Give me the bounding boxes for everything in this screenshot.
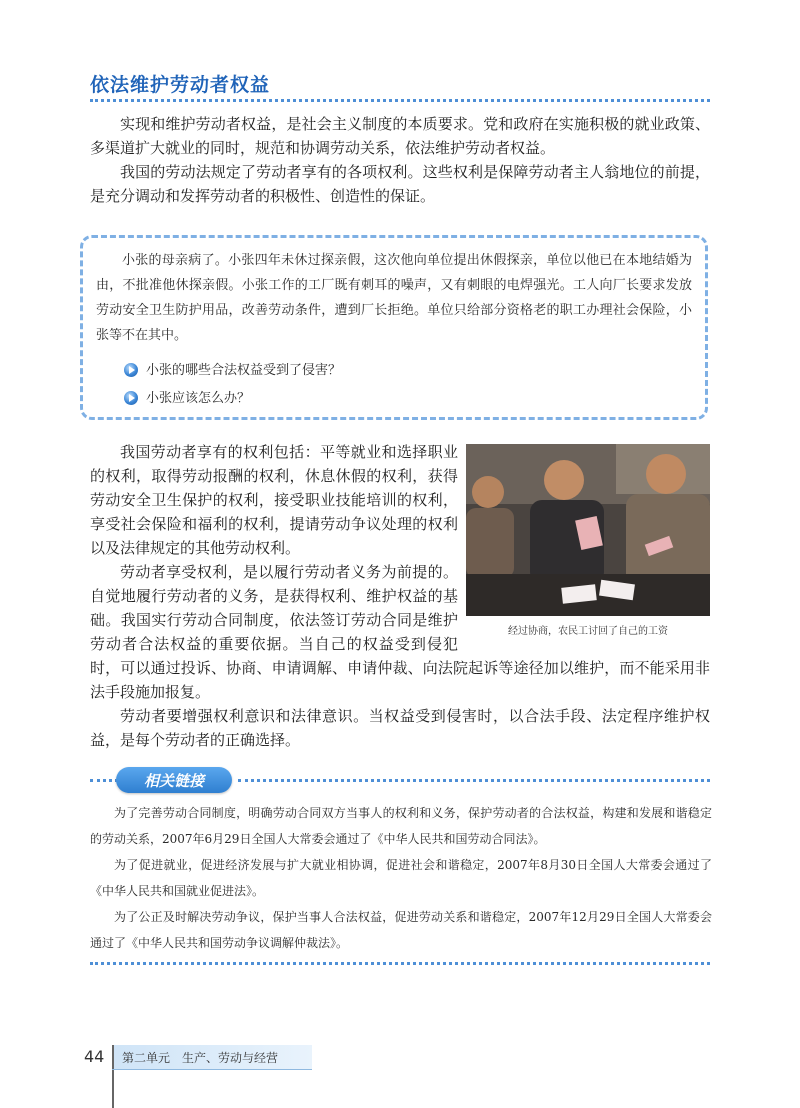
related-divider-top-left [90, 779, 118, 782]
intro-paragraph-2: 我国的劳动法规定了劳动者享有的各项权利。这些权利是保障劳动者主人翁地位的前提，是充分调动和发挥劳动者的积极性、创造性的保证。 [90, 163, 710, 205]
intro-paragraph-1: 实现和维护劳动者权益，是社会主义制度的本质要求。党和政府在实施积极的就业政策、多渠道扩大就业的同时，规范和协调劳动关系，依法维护劳动者权益。 [90, 115, 710, 157]
rights-paragraph-1: 我国劳动者享有的权利包括：平等就业和选择职业的权利，取得劳动报酬的权利，休息休假的权利，获得劳动安全卫生保护的权利，接受职业技能培训的权利，享受社会保险和福利的权利，提请劳动争议处理的权利以及法律规定的其他劳动权利。 [90, 443, 458, 557]
footer-vertical-rule [112, 1045, 114, 1108]
question-text: 小张应该怎么办？ [146, 390, 251, 406]
related-divider-top-right [238, 779, 710, 782]
case-content [96, 248, 692, 412]
question-text: 小张的哪些合法权益受到了侵害？ [146, 362, 342, 378]
rights-paragraph-2: 劳动者享受权利，是以履行劳动者义务为前提的。自觉地履行劳动者的义务，是获得权利、维护权益的基础。我国实行劳动合同制度，依法签订劳动合同是维护劳动者合法权益的重要依据。当自己的权益受到侵犯时，可以通过投诉、协商、申请调解、申请仲裁、向法院起诉等途径加以维护，而不能采用非法手段施加报复。 [90, 563, 710, 701]
photo-caption: 经过协商，农民工讨回了自己的工资 [508, 626, 668, 637]
title-divider [90, 99, 710, 102]
case-question-2 [124, 384, 692, 412]
page-number: 44 [84, 1047, 105, 1066]
case-question-1 [124, 356, 692, 384]
intro-block [90, 112, 710, 208]
footer-horizontal-rule [112, 1069, 312, 1070]
photo-workers-wages [466, 444, 710, 616]
photo-illustration [466, 444, 710, 616]
bullet-arrow-icon [124, 391, 138, 405]
related-item-3: 为了公正及时解决劳动争议，保护当事人合法权益，促进劳动关系和谐稳定，2007年12月29日全国人大常委会通过了《中华人民共和国劳动争议调解仲裁法》。 [90, 910, 712, 950]
related-divider-bottom [90, 962, 710, 965]
rights-paragraph-3: 劳动者要增强权利意识和法律意识。当权益受到侵害时，以合法手段、法定程序维护权益，是每个劳动者的正确选择。 [90, 707, 710, 749]
section-title: 依法维护劳动者权益 [90, 74, 271, 96]
related-links-badge: 相关链接 [116, 767, 232, 793]
bullet-arrow-icon [124, 363, 138, 377]
footer-unit-label: 第二单元 生产、劳动与经营 [112, 1045, 312, 1069]
related-item-1: 为了完善劳动合同制度，明确劳动合同双方当事人的权利和义务，保护劳动者的合法权益，构建和发展和谐稳定的劳动关系，2007年6月29日全国人大常委会通过了《中华人民共和国劳动合同法》。 [90, 806, 712, 846]
related-item-2: 为了促进就业，促进经济发展与扩大就业相协调，促进社会和谐稳定，2007年8月30日全国人大常委会通过了《中华人民共和国就业促进法》。 [90, 858, 712, 898]
related-links-content [90, 800, 712, 956]
case-text: 小张的母亲病了。小张四年未休过探亲假，这次他向单位提出休假探亲，单位以他已在本地结婚为由，不批准他休探亲假。小张工作的工厂既有刺耳的噪声，又有刺眼的电焊强光。工人向厂长要求发放劳动安全卫生防护用品，改善劳动条件，遭到厂长拒绝。单位只给部分资格老的职工办理社会保险，小张等不在其中。 [96, 253, 692, 343]
